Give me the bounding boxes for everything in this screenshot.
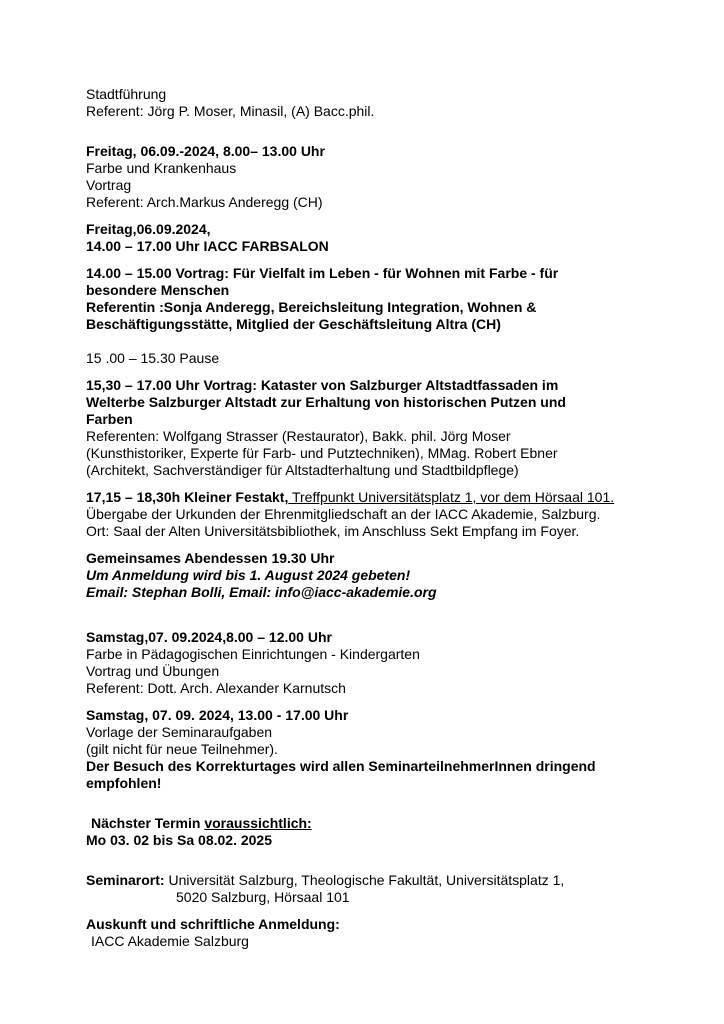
venue-address-1: Universität Salzburg, Theologische Fakultät, Universitätsplatz 1, xyxy=(164,872,565,888)
venue-line-1 xyxy=(86,872,564,889)
festakt-meeting-point: Treffpunkt Universitätsplatz 1, vor dem Hörsaal 101. xyxy=(288,489,615,505)
saturday-1-topic: Farbe in Pädagogischen Einrichtungen - Kindergarten xyxy=(86,646,420,662)
next-date-label: Nächster Termin voraussichtlich: xyxy=(91,815,312,831)
friday-2-subheading: 14.00 – 17.00 Uhr IACC FARBSALON xyxy=(86,238,329,254)
next-date-tentative: voraussichtlich: xyxy=(204,815,312,831)
festakt-title: 17,15 – 18,30h Kleiner Festakt, xyxy=(86,489,289,505)
festakt-line xyxy=(86,489,614,506)
tour-title: Stadtführung xyxy=(86,86,167,102)
talk-2-line-1: 15,30 – 17.00 Uhr Vortrag: Kataster von Salzburger Altstadtfassaden im xyxy=(86,377,559,393)
dinner-registration: Um Anmeldung wird bis 1. August 2024 gebeten! xyxy=(86,567,411,583)
talk-1-line-1: 14.00 – 15.00 Vortrag: Für Vielfalt im Leben - für Wohnen mit Farbe - für xyxy=(86,265,559,281)
talk-2-speakers-2: (Kunsthistoriker, Experte für Farb- und Putztechniken), MMag. Robert Ebner xyxy=(86,445,558,461)
pause-line: 15 .00 – 15.30 Pause xyxy=(86,350,220,366)
talk-2-speakers-1: Referenten: Wolfgang Strasser (Restaurator), Bakk. phil. Jörg Moser xyxy=(86,428,511,444)
dinner-email: Email: Stephan Bolli, Email: info@iacc-akademie.org xyxy=(86,584,437,600)
friday-2-heading: Freitag,06.09.2024, xyxy=(86,221,211,237)
contact-heading: Auskunft und schriftliche Anmeldung: xyxy=(86,916,340,932)
tour-speaker: Referent: Jörg P. Moser, Minasil, (A) Bacc.phil. xyxy=(86,103,375,119)
venue-address-2: 5020 Salzburg, Hörsaal 101 xyxy=(176,889,350,905)
friday-1-format: Vortrag xyxy=(86,177,132,193)
saturday-1-heading: Samstag,07. 09.2024,8.00 – 12.00 Uhr xyxy=(86,629,332,645)
friday-1-topic: Farbe und Krankenhaus xyxy=(86,160,237,176)
next-date-range: Mo 03. 02 bis Sa 08.02. 2025 xyxy=(86,832,273,848)
saturday-1-format: Vortrag und Übungen xyxy=(86,663,220,679)
festakt-line-2: Übergabe der Urkunden der Ehrenmitgliedschaft an der IACC Akademie, Salzburg. xyxy=(86,506,601,522)
talk-1-line-2: besondere Menschen xyxy=(86,282,230,298)
talk-2-line-2: Welterbe Salzburger Altstadt zur Erhaltung von historischen Putzen und xyxy=(86,394,566,410)
saturday-2-line-2: (gilt nicht für neue Teilnehmer). xyxy=(86,741,278,757)
saturday-2-line-3: Der Besuch des Korrekturtages wird allen SeminarteilnehmerInnen dringend xyxy=(86,758,596,774)
friday-1-speaker: Referent: Arch.Markus Anderegg (CH) xyxy=(86,194,323,210)
friday-1-heading: Freitag, 06.09.-2024, 8.00– 13.00 Uhr xyxy=(86,143,325,159)
talk-2-line-3: Farben xyxy=(86,411,133,427)
saturday-2-heading: Samstag, 07. 09. 2024, 13.00 - 17.00 Uhr xyxy=(86,707,349,723)
talk-2-speakers-3: (Architekt, Sachverständiger für Altstadterhaltung und Stadtbildpflege) xyxy=(86,462,519,478)
talk-1-line-3: Referentin :Sonja Anderegg, Bereichsleitung Integration, Wohnen & xyxy=(86,299,537,315)
saturday-2-line-4: empfohlen! xyxy=(86,775,162,791)
contact-organisation: IACC Akademie Salzburg xyxy=(91,933,249,949)
talk-1-line-4: Beschäftigungsstätte, Mitglied der Geschäftsleitung Altra (CH) xyxy=(86,316,501,332)
festakt-line-3: Ort: Saal der Alten Universitätsbibliothek, im Anschluss Sekt Empfang im Foyer. xyxy=(86,523,580,539)
saturday-2-line-1: Vorlage der Seminaraufgaben xyxy=(86,724,273,740)
dinner-heading: Gemeinsames Abendessen 19.30 Uhr xyxy=(86,550,335,566)
saturday-1-speaker: Referent: Dott. Arch. Alexander Karnutsch xyxy=(86,680,346,696)
venue-label: Seminarort: xyxy=(86,872,165,888)
